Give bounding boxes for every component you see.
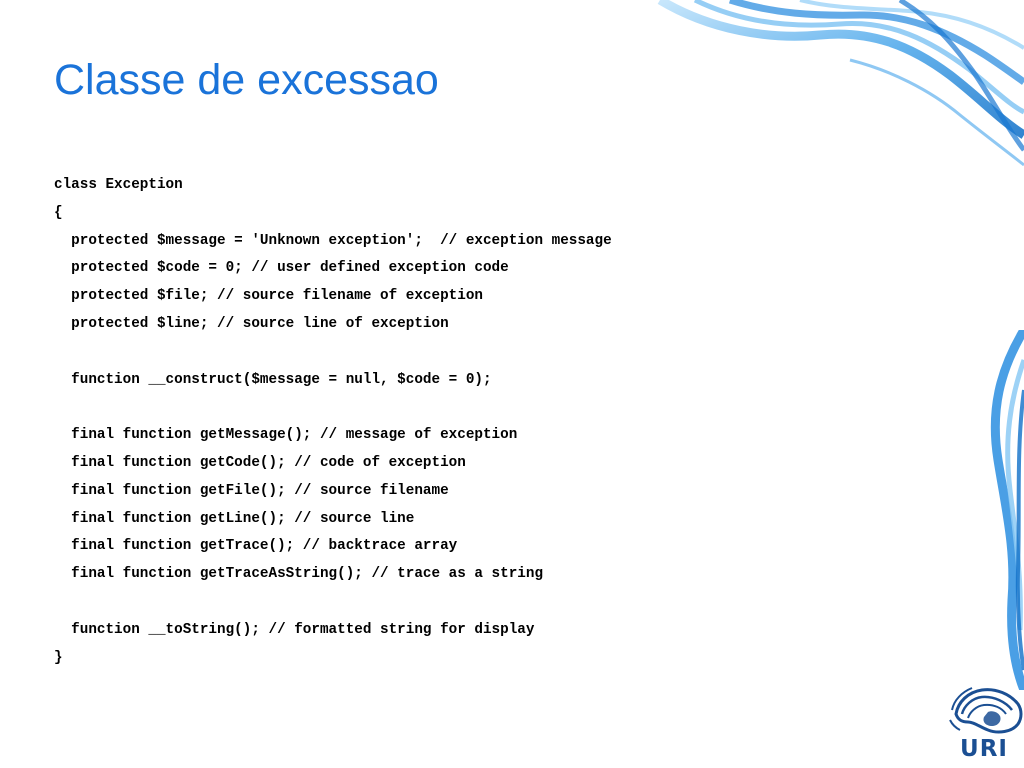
- code-line: final function getLine(); // source line: [54, 510, 415, 527]
- logo-text: URI: [960, 736, 1008, 762]
- code-line: final function getFile(); // source filename: [54, 482, 449, 499]
- code-line: protected $message = 'Unknown exception'; // exception message: [54, 232, 612, 249]
- uri-logo: [944, 684, 1024, 768]
- code-line: function __construct($message = null, $code = 0);: [54, 371, 492, 388]
- uri-university-logo-icon: [948, 684, 1024, 736]
- blue-smoke-swirl-icon: [600, 0, 1024, 170]
- code-line: final function getTraceAsString(); // trace as a string: [54, 566, 544, 583]
- code-line: function __toString(); // formatted string for display: [54, 621, 535, 638]
- blue-smoke-swirl-icon: [960, 330, 1024, 690]
- code-line: protected $file; // source filename of exception: [54, 288, 483, 305]
- code-line: protected $line; // source line of exception: [54, 315, 449, 332]
- code-line: final function getTrace(); // backtrace array: [54, 538, 458, 555]
- code-line: [54, 339, 612, 367]
- code-line: protected $code = 0; // user defined exception code: [54, 260, 509, 277]
- code-line: {: [54, 204, 63, 221]
- code-line: [54, 589, 612, 617]
- code-line: class Exception: [54, 177, 183, 193]
- code-line: }: [54, 649, 63, 666]
- code-block: [54, 172, 612, 672]
- slide-title: Classe de excessao: [54, 56, 439, 104]
- code-line: final function getMessage(); // message of exception: [54, 427, 518, 444]
- code-line: [54, 394, 612, 422]
- code-line: final function getCode(); // code of exception: [54, 454, 466, 471]
